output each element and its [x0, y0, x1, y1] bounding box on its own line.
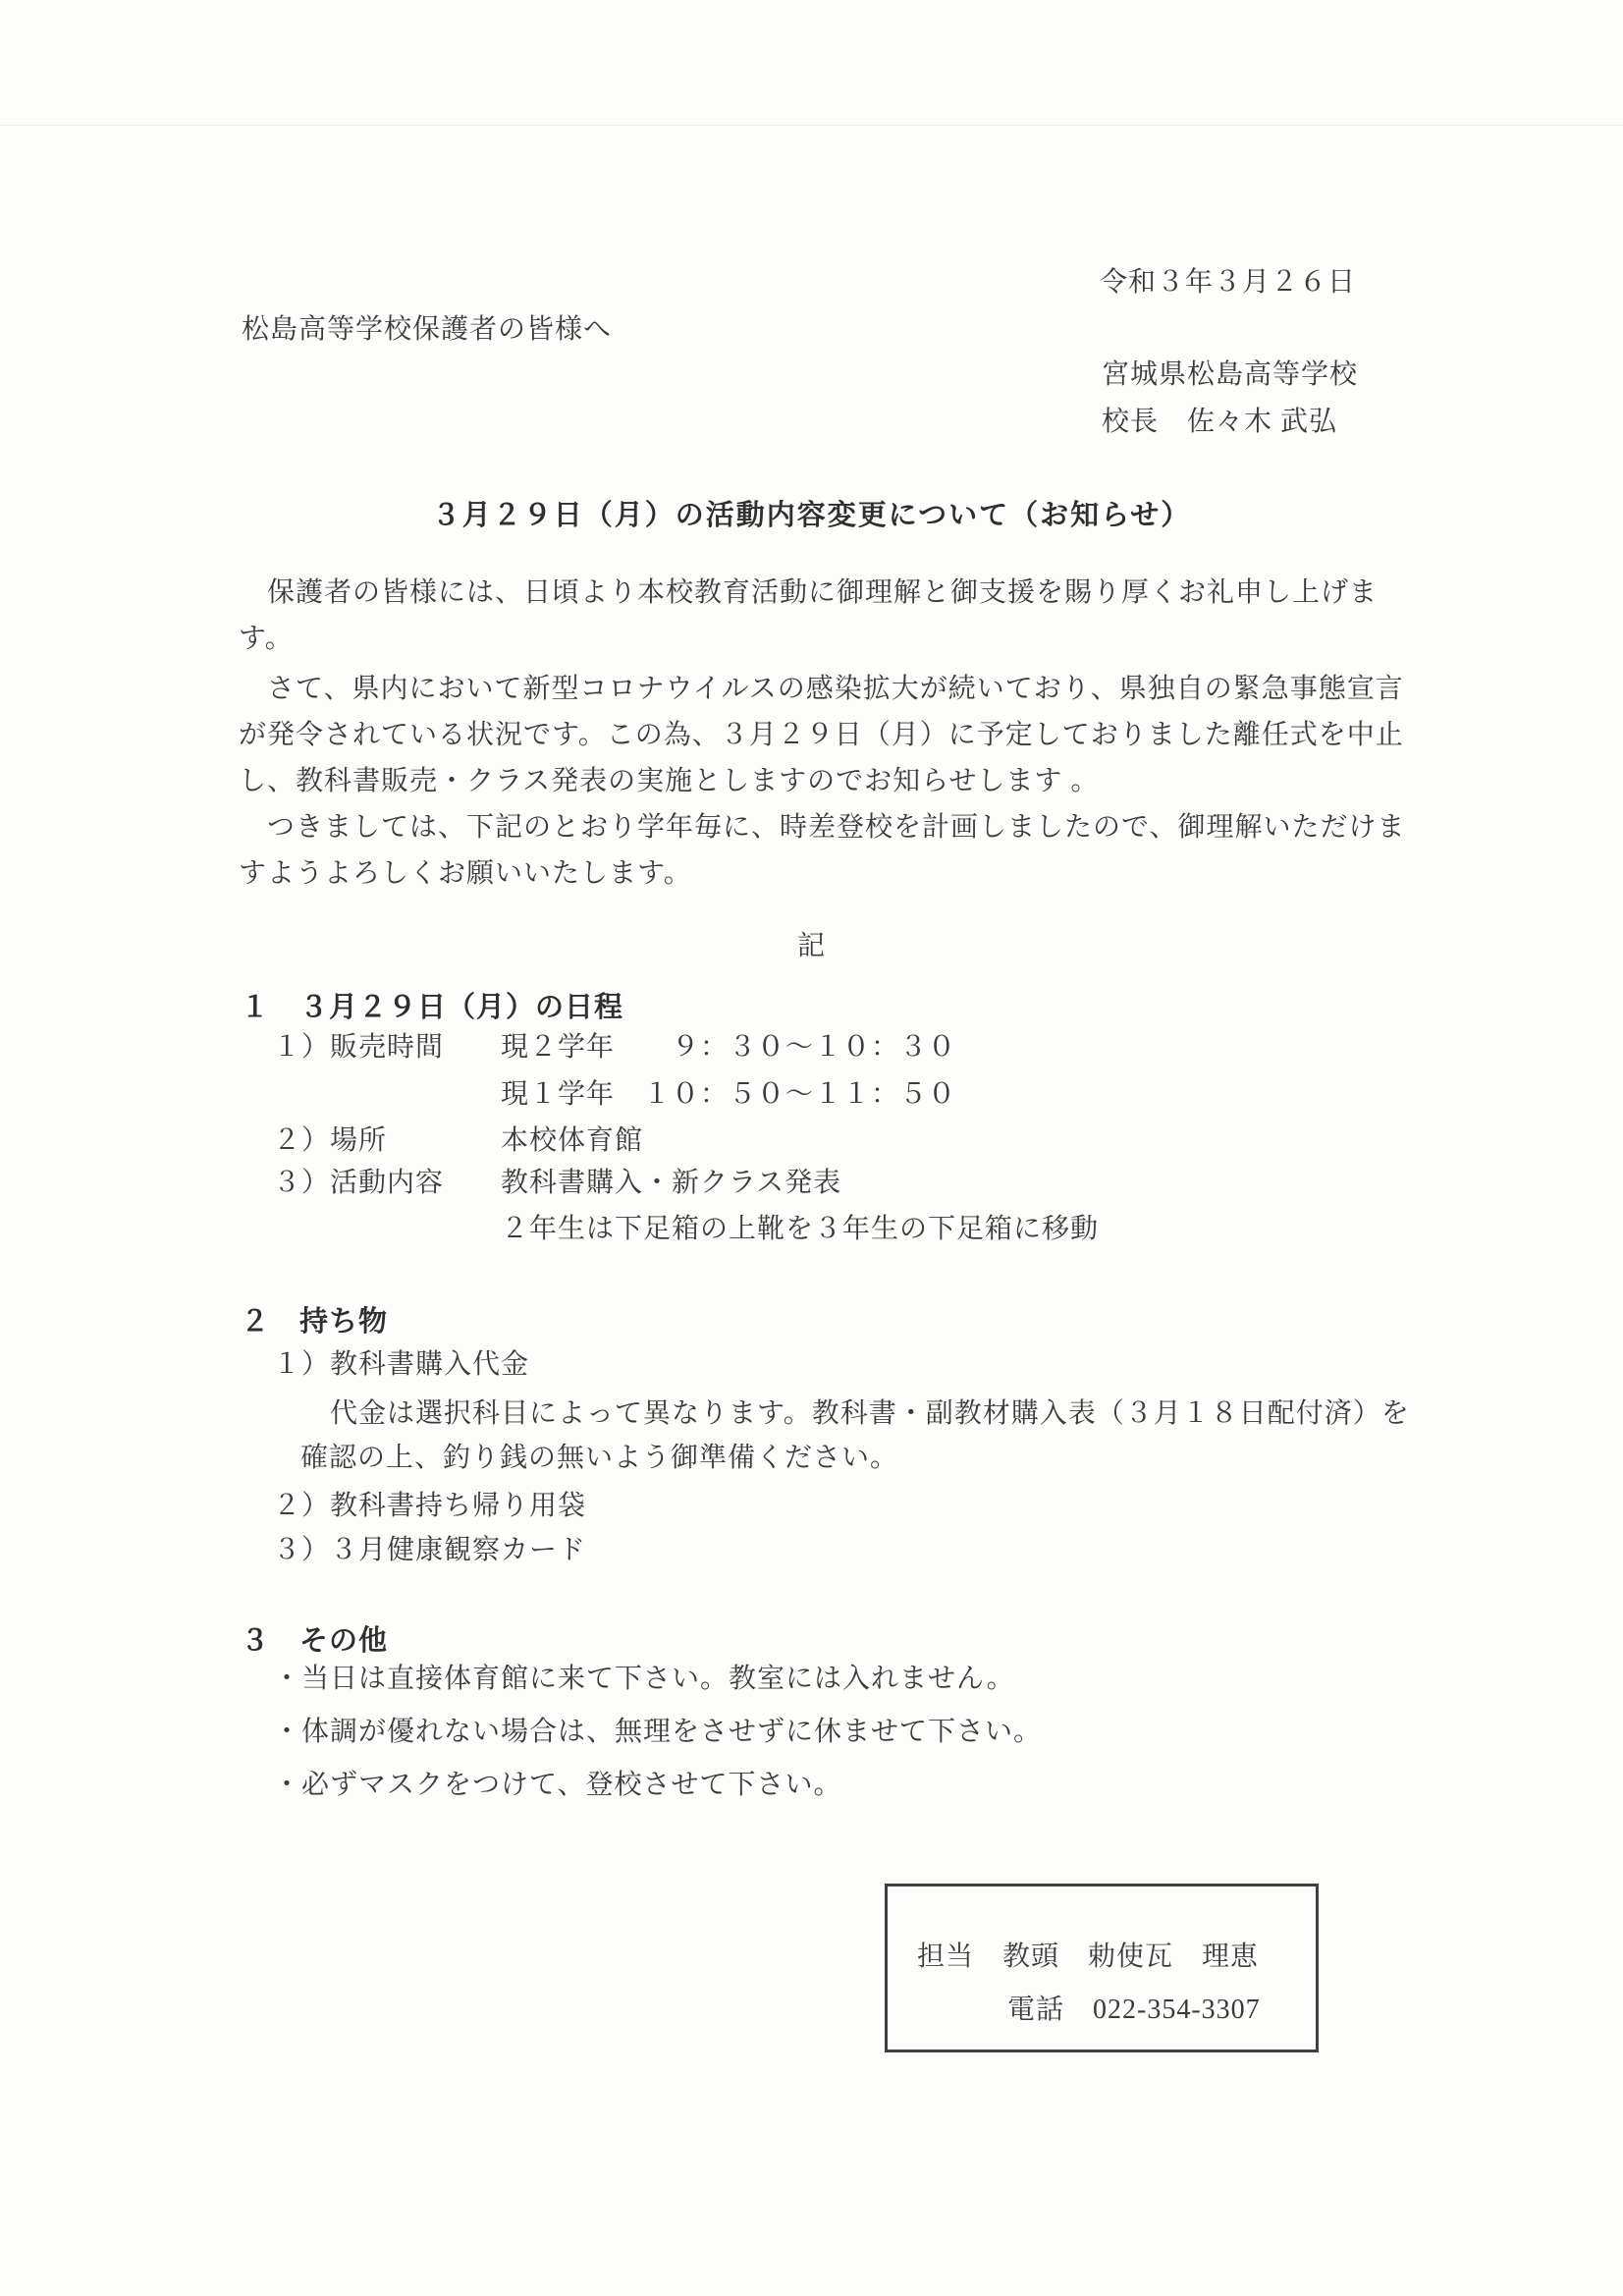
- paragraph-line: す。: [239, 624, 294, 654]
- document-date: 令和３年３月２６日: [1100, 267, 1357, 298]
- paragraph-line: つきましては、下記のとおり学年毎に、時差登校を計画しましたので、御理解いただけま: [239, 812, 1406, 843]
- paragraph-line: 保護者の皆様には、日頃より本校教育活動に御理解と御支援を賜り厚くお礼申し上げま: [239, 577, 1379, 608]
- sender-organization: 宮城県松島高等学校: [1102, 359, 1359, 390]
- schedule-row: [273, 1216, 1099, 1243]
- schedule-value: 現２学年 ９：３０～１０：３０: [501, 1032, 957, 1063]
- section2-heading: ２ 持ち物: [241, 1304, 389, 1338]
- schedule-row: [273, 1170, 841, 1197]
- section2-line: １）教科書購入代金: [273, 1349, 530, 1380]
- paragraph-line: が発令されている状況です。この為、３月２９日（月）に予定しておりました離任式を中止: [239, 720, 1404, 750]
- paragraph-line: し、教科書販売・クラス発表の実施としますのでお知らせします 。: [239, 766, 1100, 796]
- schedule-label: １）販売時間: [273, 1032, 445, 1063]
- contact-person: 担当 教頭 勅使瓦 理恵: [917, 1941, 1260, 1972]
- addressee: 松島高等学校保護者の皆様へ: [242, 314, 613, 345]
- section2-line: ３）３月健康観察カード: [273, 1535, 587, 1565]
- schedule-value: 現１学年 １０：５０～１１：５０: [501, 1079, 957, 1110]
- sender-principal: 校長 佐々木 武弘: [1102, 407, 1338, 437]
- schedule-label: ２）場所: [273, 1125, 388, 1156]
- schedule-row: [273, 1127, 643, 1155]
- section3-heading: ３ その他: [241, 1623, 389, 1657]
- section1-heading: １ ３月２９日（月）の日程: [241, 990, 624, 1023]
- contact-phone: 電話 022-354-3307: [1007, 1995, 1261, 2025]
- section2-line: ２）教科書持ち帰り用袋: [273, 1491, 587, 1521]
- bullet-line: ・体調が優れない場合は、無理をさせずに休ませて下さい。: [273, 1717, 1043, 1747]
- bullet-line: ・必ずマスクをつけて、登校させて下さい。: [273, 1770, 842, 1800]
- schedule-value: 教科書購入・新クラス発表: [501, 1168, 842, 1198]
- section2-line: 代金は選択科目によって異なります。教科書・副教材購入表（３月１８日配付済）を: [330, 1398, 1410, 1429]
- schedule-label: ３）活動内容: [273, 1168, 445, 1198]
- schedule-value: 本校体育館: [501, 1125, 644, 1156]
- section2-line: 確認の上、釣り銭の無いよう御準備ください。: [300, 1443, 899, 1473]
- schedule-row: [273, 1034, 956, 1062]
- schedule-row: [273, 1081, 956, 1109]
- contact-box: [885, 1884, 1319, 2052]
- bullet-line: ・当日は直接体育館に来て下さい。教室には入れません。: [273, 1664, 1015, 1694]
- scan-artifact-line: [0, 125, 1623, 126]
- paragraph-line: すようよろしくお願いいたします。: [239, 858, 692, 889]
- schedule-value: ２年生は下足箱の上靴を３年生の下足箱に移動: [501, 1214, 1100, 1244]
- paragraph-line: さて、県内において新型コロナウイルスの感染拡大が続いており、県独自の緊急事態宣言: [239, 674, 1404, 704]
- ki-marker: 記: [796, 931, 826, 961]
- document-title: ３月２９日（月）の活動内容変更について（お知らせ）: [431, 498, 1192, 531]
